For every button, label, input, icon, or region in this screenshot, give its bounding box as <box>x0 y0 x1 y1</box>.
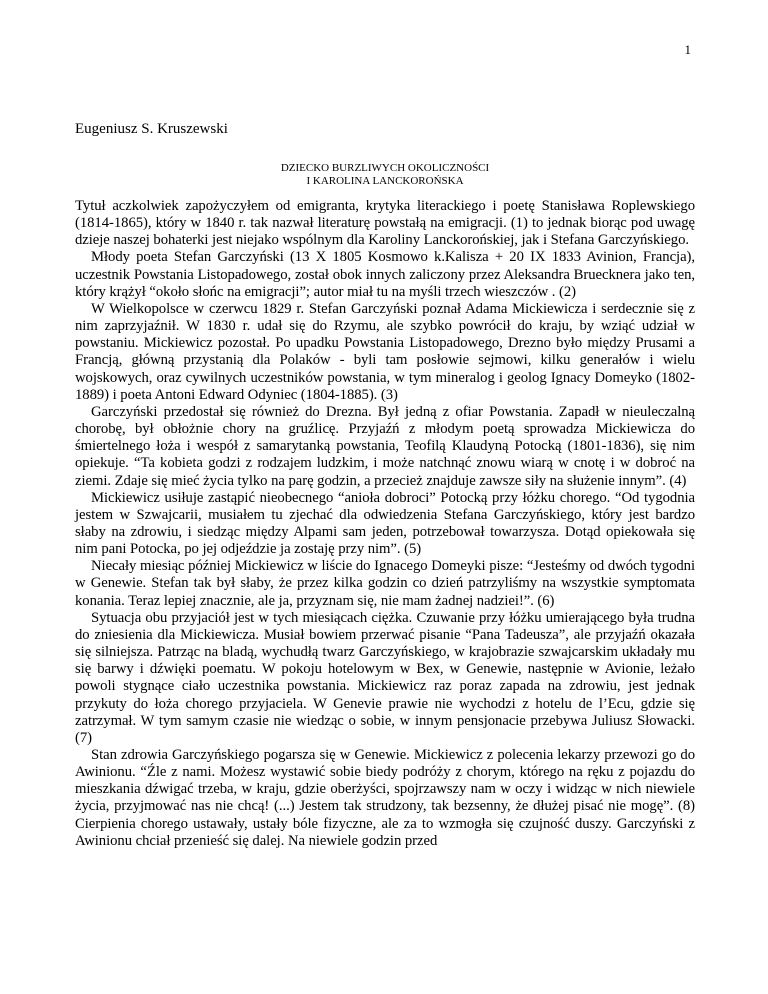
paragraph-7: Sytuacja obu przyjaciół jest w tych miesiącach ciężka. Czuwanie przy łóżku umierającego była trudna do zniesienia dla Mickiewicza. Musiał bowiem przerwać pisanie “Pana Tadeusza”, ale przyjaźń okazała się silniejsza. Patrząc na bladą, wychudłą twarz Garczyńskiego, w krajobrazie szwajcarskim układały mu się barwy i dźwięki poematu. W pokoju hotelowym w Bex, w Genewie, następnie w Avionie, leżało powoli stygnące ciało uczestnika powstania. Mickiewicz raz poraz zapada na zdrowiu, jest jednak przykuty do łoża chorego przyjaciela. W Genevie prawie nie wychodzi z hotelu de l’Ecu, gdzie się zatrzymał. W tym samym czasie nie wiedząc o sobie, w innym pensjonacie przebywa Juliusz Słowacki. (7) <box>75 609 695 746</box>
paragraph-5: Mickiewicz usiłuje zastąpić nieobecnego “anioła dobroci” Potocką przy łóżku chorego. “Od tygodnia jestem w Szwajcarii, musiałem tu zjechać dla odwiedzenia Stefana Garczyńskiego, który jest bardzo słaby na zdrowiu, i siedząc między Alpami sam jeden, potrzebował towarzysza. Dotąd opiekowała się nim pani Potocka, po jej odjeździe ja zostaję przy nim”. (5) <box>75 489 695 558</box>
page-number: 1 <box>684 42 691 57</box>
title-line-1: DZIECKO BURZLIWYCH OKOLICZNOŚCI <box>280 162 490 174</box>
paragraph-8: Stan zdrowia Garczyńskiego pogarsza się w Genewie. Mickiewicz z polecenia lekarzy przewozi go do Awinionu. “Źle z nami. Możesz wystawić sobie biedy podróży z chorym, którego na ręku z pojazdu do mieszkania dźwigać trzeba, w kraju, gdzie oberżyści, spojrzawszy nam w oczy i widząc w nich niewiele życia, przyjmować nas nie chcą! (...) Jestem tak strudzony, tak bezsenny, że dłużej pisać nie mogę”. (8) Cierpienia chorego ustawały, ustały bóle fizyczne, ale za to wzmogła się czujność duszy. Garczyński z Awinionu chciał przenieść się dalej. Na niewiele godzin przed <box>75 747 695 849</box>
article-body <box>75 198 695 850</box>
article-title <box>75 162 695 188</box>
title-line-2: I KAROLINA LANCKOROŃSKA <box>306 175 464 187</box>
author-name: Eugeniusz S. Kruszewski <box>75 121 228 137</box>
paragraph-2: Młody poeta Stefan Garczyński (13 X 1805 Kosmowo k.Kalisza + 20 IX 1833 Avinion, Francja), uczestnik Powstania Listopadowego, został obok innych zaliczony przez Aleksandra Bruecknera jako ten, który krążył “około słońc na emigracji”; autor miał tu na myśli trzech wieszczów . (2) <box>75 249 695 300</box>
paragraph-1: Tytuł aczkolwiek zapożyczyłem od emigranta, krytyka literackiego i poetę Stanisława Roplewskiego (1814-1865), który w 1840 r. tak nazwał literaturę powstałą na emigracji. (1) to jednak biorąc pod uwagę dzieje naszej bohaterki jest niejako wspólnym dla Karoliny Lanckorońskiej, jak i Stefana Garczyńskiego. <box>75 198 695 249</box>
paragraph-3: W Wielkopolsce w czerwcu 1829 r. Stefan Garczyński poznał Adama Mickiewicza i serdecznie się z nim zaprzyjaźnił. W 1830 r. udał się do Rzymu, ale szybko powrócił do kraju, by wziąć udział w powstaniu. Mickiewicz pozostał. Po upadku Powstania Listopadowego, Drezno było między Prusami a Francją, główną przystanią dla Polaków - byli tam posłowie sejmowi, kilku generałów i wielu wojskowych, oraz cywilnych uczestników powstania, w tym mineralog i geolog Ignacy Domeyko (1802-1889) i poeta Antoni Edward Odyniec (1804-1885). (3) <box>75 300 695 403</box>
paragraph-6: Niecały miesiąc później Mickiewicz w liście do Ignacego Domeyki pisze: “Jesteśmy od dwóch tygodni w Genewie. Stefan tak był słaby, że przez kilka godzin co dzień patrzyliśmy na wszystkie symptomata konania. Teraz lepiej znacznie, ale ja, przyznam się, nie mam żadnej nadziei!”. (6) <box>75 558 695 609</box>
paragraph-4: Garczyński przedostał się również do Drezna. Był jedną z ofiar Powstania. Zapadł w nieuleczalną chorobę, był obłożnie chory na gruźlicę. Przyjaźń z młodym poetą sprowadza Mickiewicza do śmiertelnego łoża i wespół z samarytanką powstania, Teofilą Klaudyną Potocką (1801-1836), się nim opiekuje. “Ta kobieta godzi z rodzajem ludzkim, i może natchnąć znowu wiarą w cnotę i w dobroć na ziemi. Zdaje się mieć życia tylko na parę godzin, a przecież znajduje zawsze siły na służenie innym”. (4) <box>75 403 695 489</box>
